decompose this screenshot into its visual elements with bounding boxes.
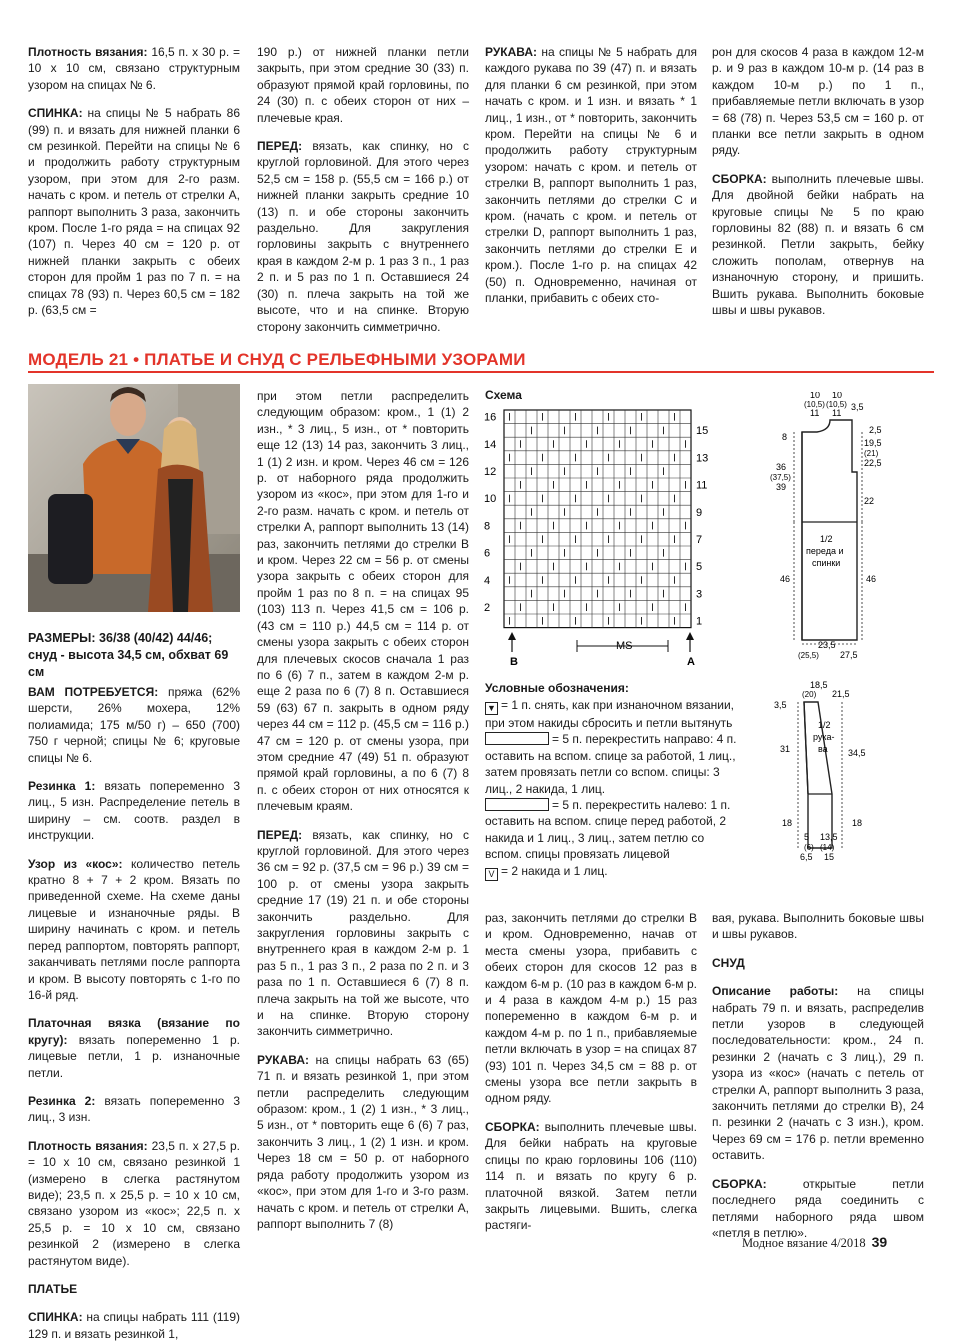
paragraph-text: вязать, как спинку, но с круглой горловиной. Для этого через 52,5 см = 158 р. (55,5 см = 166 р.) от нижней планки закрыть средние 10 (13) п. и обе стороны закончить раздельно. Для закругления горловины закрыть с внутреннего края в каждом 2-м р. 1 раз 3 п., 1 раз 2 п. и 5 раз по 1 п. Оставшиеся 24 (30) п. плеча закрыть на той же высоте, что и на спинке. Вторую сторону закончить симметрично. xyxy=(257,139,469,334)
ms-label: MS xyxy=(616,640,633,652)
paragraph xyxy=(712,171,924,319)
legend-item-double-yo: V = 2 накида и 1 лиц. xyxy=(485,863,743,881)
body-bottom-3: 27,5 xyxy=(840,650,858,660)
body-right-195-2: (21) xyxy=(864,449,879,458)
paragraph-heading: ПЕРЕД: xyxy=(257,827,303,842)
paragraph-text: количество петель кратно 8 + 7 + 2 кром. Вязать по приведенной схеме. На схеме даны лицевые и изнаночные ряды. В ширину начинать с кром. и петель перед раппортом, повторять раппорт, заканчивать петлями после раппорта и кром. В высоту повторять с 1-го по 16-й ряд. xyxy=(28,856,240,1002)
paragraph xyxy=(712,910,924,943)
row-label-right: 1 xyxy=(696,615,703,628)
legend-title: Условные обозначения: xyxy=(485,681,629,695)
row-label-left: 6 xyxy=(484,547,491,560)
row-label-right: 9 xyxy=(696,506,703,519)
legend-item-slip: ▼ = 1 п. снять, как при изнаночном вязании, при этом накиды сбросить и петли вытянуть xyxy=(485,698,734,730)
paragraph-text: вязать попеременно 3 лиц., 3 изн. xyxy=(28,1093,240,1125)
row-label-left: 14 xyxy=(484,438,497,451)
body-top-3: 11 xyxy=(810,408,820,418)
sleeve-right-345: 34,5 xyxy=(848,748,866,758)
paragraph xyxy=(28,1281,240,1297)
body-right-195-1: 19,5 xyxy=(864,438,882,448)
body-dim-35: 3,5 xyxy=(851,402,864,412)
paragraph xyxy=(485,1119,697,1234)
slip-stitch-icon: ▼ xyxy=(485,702,498,715)
paragraph-text: выполнить плечевые швы. Для бейки набрать на круговые спицы по краю горловины 106 (110) 114 п. и вязать по кругу 6 р. платочной вязкой. Затем петли закрыть лицевыми. Вшить, слегка растяги- xyxy=(485,1119,697,1233)
model-title: МОДЕЛЬ 21 • ПЛАТЬЕ И СНУД С РЕЛЬЕФНЫМИ УЗОРАМИ xyxy=(28,350,526,369)
paragraph-text: выполнить плечевые швы. Для двойной бейки набрать на круговые спицы № 5 по краю горловины 82 (88) п. и вязать 6 см резинкой. Петли закрыть, бейку сложить пополам, отвернув на изнаночную сторону, и пришить. Вшить рукава. Выполнить боковые швы и швы рукавов. xyxy=(712,171,924,318)
body-left-36-1: 36 xyxy=(776,462,787,472)
top-column-3 xyxy=(485,44,697,307)
paragraph-text: вязать попеременно 1 р. лицевые петли, 1 р. изнаночные петли. xyxy=(28,1032,240,1080)
model-banner xyxy=(28,348,934,374)
paragraph-heading: Резинка 2: xyxy=(28,1093,96,1108)
sleeve-dim-35: 3,5 xyxy=(774,700,787,710)
body-pattern-diagram xyxy=(762,392,932,664)
schema-title: Схема xyxy=(485,388,522,402)
paragraph-text: вязать, как спинку, но с круглой горловиной. Для этого через 36 см = 92 р. (37,5 см = 96 р.) 39 см = 100 р. от смены узора закрыть средние 17 (19) 21 п. и обе стороны закончить раздельно. Для закругления горловины закрыть с внутреннего края в каждом 2-м р. 1 раз 5 п., 1 раз 3 п., 2 раза по 2 п. и 3 раза по 1 п. Оставшиеся 6 (7) 8 п. плеча закрыть на той же высоте, что и на спинке. Вторую сторону закончить симметрично. xyxy=(257,827,469,1039)
paragraph xyxy=(485,44,697,307)
paragraph-text: открытые петли последнего ряда соединить с петлями наборного ряда швом «петля в петлю». xyxy=(712,1176,924,1240)
paragraph-text: вая, рукава. Выполнить боковые швы и швы рукавов. xyxy=(712,911,924,942)
legend-item-cross-left: = 5 п. перекрестить налево: 1 п. оставить на вспом. спице перед работой, 2 накида и 1 лиц., 3 лиц., затем петлю со вспом. спицы провязать лицевой xyxy=(485,798,731,862)
row-label-right: 5 xyxy=(696,561,703,574)
sleeve-center-1: 1/2 xyxy=(818,720,831,730)
paragraph-heading: ВАМ ПОТРЕБУЕТСЯ: xyxy=(28,685,159,699)
body-bottom-1: 23,5 xyxy=(818,640,836,650)
paragraph-heading: СПИНКА: xyxy=(28,1310,83,1325)
row-label-right: 7 xyxy=(696,534,703,546)
magazine-name: Модное вязание 4/2018 xyxy=(742,1236,866,1250)
sleeve-pattern-diagram xyxy=(770,680,930,870)
sleeve-bottom-right-2: (14) xyxy=(820,843,835,852)
paragraph-heading: Резинка 1: xyxy=(28,779,96,794)
body-top-6: 11 xyxy=(832,408,842,418)
body-dim-8: 8 xyxy=(782,432,788,442)
paragraph-heading: Плотность вязания: xyxy=(28,45,148,59)
paragraph-heading: СБОРКА: xyxy=(712,1176,767,1191)
row-label-right: 13 xyxy=(696,452,709,465)
paragraph xyxy=(485,910,697,1107)
model-photo xyxy=(28,384,240,612)
banner-rule xyxy=(28,371,934,373)
paragraph-heading: СПИНКА: xyxy=(28,106,83,121)
body-center-3: спинки xyxy=(812,558,841,568)
paragraph xyxy=(712,44,924,159)
paragraph-text: на спицы набрать 79 п. и вязать, распределив петли узоров в следующей последовательности: кром., 24 п. резинки 2 (начать с 3 лиц.), 29 п. узора из «кос» (начать с петель от стрелки А, раппорт выполнить 3 раза, закончить петлями до стрелки В), 24 п. резинки 2 (начать с 3 изн.), кром. Через 69 см = 176 р. петли временно оставить. xyxy=(712,984,925,1163)
paragraph-text: рон для скосов 4 раза в каждом 12-м р. и 9 раз в каждом 10-м р. (14 раз в каждом 10-м р.) по 1 п., прибавляемые петли включать в узор = 68 (78) п. Через 53,5 см = 160 р. от планки все петли закрыть в одном ряду. xyxy=(712,45,924,158)
paragraph-heading: РУКАВА: xyxy=(485,45,538,59)
body-left-36-3: 39 xyxy=(776,482,787,492)
paragraph xyxy=(257,138,469,335)
paragraph-heading: ПЛАТЬЕ xyxy=(28,1282,78,1296)
paragraph xyxy=(28,1015,240,1081)
chart-arrows xyxy=(508,632,695,668)
paragraph xyxy=(28,1138,240,1269)
row-label-right: 11 xyxy=(696,479,708,492)
body-bottom-2: (25,5) xyxy=(798,651,819,660)
paragraph-text: на спицы набрать 111 (119) 129 п. и вязать резинкой 1, xyxy=(28,1310,240,1341)
page-footer xyxy=(742,1234,887,1251)
paragraph-text: на спицы набрать 63 (65) 71 п. и вязать резинкой 1, при этом петли распределить следующим образом: кром., 1 (2) 1 изн., * 3 лиц., 5 изн., от * повторить еще 6 (6) 7 раз, закончить 3 лиц., 1 (2) 1 изн. и кром. Через 18 см = 50 р. от наборного ряда работу продолжить узором из «кос», при этом для 1-го и 3-го разм. начать с кром. и петель от стрелки А, раппорт выполнить 7 (8) xyxy=(257,1052,469,1231)
sleeve-top-3: 21,5 xyxy=(832,689,850,699)
top-column-1 xyxy=(28,44,240,319)
paragraph xyxy=(28,684,240,766)
row-label-left: 10 xyxy=(484,493,497,506)
lower-column-1 xyxy=(28,684,240,1342)
body-top-2: (10,5) xyxy=(804,400,825,409)
paragraph xyxy=(28,1093,240,1126)
top-column-2 xyxy=(257,44,469,335)
body-left-46: 46 xyxy=(780,574,791,584)
body-center-2: переда и xyxy=(806,546,844,556)
paragraph-text: 23,5 п. х 27,5 р. = 10 х 10 см, связано резинкой 1 (измерено в слегка растянутом виде); 23,5 п. х 25,5 р. = 10 х 10 см, связано узором из «кос»; 22,5 п. х 25,5 р. = 10 х 10 см, связано резинкой 2 (измерено в слегка растянутом виде). xyxy=(28,1138,240,1268)
paragraph-text: на спицы № 5 набрать для каждого рукава по 39 (47) п. и вязать для планки 6 см резинкой, при этом начать с кром. и 1 изн. и вязать * 1 лиц., 1 изн., от * повторить, закончить кром. Перейти на спицы № 6 и продолжить работу структурным узором: начать с кром. и петель от стрелки В, раппорт выполнить 1 раз, закончить петлями до стрелки С и кром. (начать с кром. и петель от стрелки D, раппорт выполнить 1 раз, закончить петлями до стрелки Е и кром.). После 1-го р. на спицах 42 (50) п. Одновременно, начиная от планки, прибавить с обеих сто- xyxy=(485,45,697,306)
cross-left-icon xyxy=(485,798,549,811)
row-label-left: 4 xyxy=(484,574,491,587)
row-label-left: 8 xyxy=(484,520,491,533)
paragraph xyxy=(28,1309,240,1342)
sleeve-center-2: рука- xyxy=(813,732,835,742)
row-label-left: 12 xyxy=(484,466,497,478)
paragraph xyxy=(257,827,469,1040)
sleeve-top-1: 18,5 xyxy=(810,680,828,690)
paragraph-text: вязать попеременно 3 лиц., 5 изн. Распределение петель в ширину – см. соотв. раздел в инструкции. xyxy=(28,779,240,843)
paragraph xyxy=(712,983,924,1163)
row-label-right: 3 xyxy=(696,588,703,601)
paragraph xyxy=(28,105,240,318)
row-label-left: 16 xyxy=(484,411,497,424)
paragraph-text: 190 р.) от нижней планки петли закрыть, при этом средние 30 (33) п. образуют прямой край горловины, по 24 (30) п. с обеих сторон от них – плечевые края. xyxy=(257,45,469,125)
body-top-1: 10 xyxy=(810,392,821,400)
paragraph xyxy=(257,44,469,126)
stitch-chart xyxy=(482,404,732,674)
paragraph-heading: Узор из «кос»: xyxy=(28,856,123,871)
paragraph-heading: Плотность вязания: xyxy=(28,1138,148,1153)
body-center-1: 1/2 xyxy=(820,534,833,544)
body-top-4: 10 xyxy=(832,392,843,400)
sleeve-left-31: 31 xyxy=(780,744,791,754)
body-right-195-3: 22,5 xyxy=(864,458,882,468)
paragraph-text: на спицы № 5 набрать 86 (99) п. и вязать для нижней планки 6 см резинкой. Перейти на спицы № 6 и продолжить работу структурным узором, при этом для 2-го разм. начать с кром. и петель от стрелки А, раппорт выполнить 3 раза, закончить кром. После 1-го ряда = на спицах 92 (107) п. Через 40 см = 120 р. от нижней планки закрыть с обеих сторон для пройм 1 раз по 7 п. = на спицах 78 (93) п. Через 60,5 см = 182 р. (63,5 см = xyxy=(28,106,240,318)
body-top-5: (10,5) xyxy=(826,400,847,409)
chart-grid xyxy=(504,410,691,628)
body-dim-25: 2,5 xyxy=(869,425,882,435)
sleeve-right-18: 18 xyxy=(852,818,863,828)
paragraph-heading: РУКАВА: xyxy=(257,1052,310,1067)
cross-right-icon xyxy=(485,732,549,745)
paragraph xyxy=(28,44,240,93)
paragraph xyxy=(28,856,240,1004)
lower-column-3 xyxy=(485,910,697,1234)
paragraph xyxy=(28,778,240,844)
page-number: 39 xyxy=(871,1234,888,1250)
arrow-a-label: A xyxy=(687,656,695,668)
paragraph-text: пряжа (62% шерсти, 26% мохера, 12% полиамида; 175 м/50 г) – 650 (700) 750 г черной; спицы № 6; круговые спицы № 6. xyxy=(28,685,241,765)
paragraph-heading: Описание работы: xyxy=(712,984,839,999)
sizes-heading: РАЗМЕРЫ: 36/38 (40/42) 44/46; снуд - высота 34,5 см, обхват 69 см xyxy=(28,631,229,679)
paragraph-heading: СНУД xyxy=(712,955,745,970)
sleeve-center-3: ва xyxy=(818,744,828,754)
paragraph xyxy=(712,955,924,971)
sleeve-bottom-right-1: 13,5 xyxy=(820,832,838,842)
sleeve-bottom-right-3: 15 xyxy=(824,852,835,862)
paragraph-text: при этом петли распределить следующим образом: кром., 1 (1) 2 изн., * 3 лиц., 5 изн., от * повторить еще 12 (13) 14 раз, закончить 3 лиц., 1 (1) 2 изн. и кром. Через 46 см = 126 р. от наборного ряда продолжить узором из «кос», при этом для 1-го и 2-го разм. начать с кром. и петель от стрелки А, раппорт выполнить 13 (14) раз, закончить петлями до стрелки В и кром. Через 22 см = 56 р. от смены узора закрыть с обеих сторон для пройм 1 раз по 8 п. = на спицах 95 (103) 113 п. Через 41,5 см = 106 р. (43 см = 110 р.) 44,5 см = 114 р. от смены узора закрыть с обеих сторон для плечевых скосов сначала 1 раз по 6 (6) 7 п., затем в каждом 2-м р. еще 2 раза по 6 (7) 8 п. Оставшиеся 59 (63) 67 п. закрыть в одном ряду через 44 см = 112 р. (45,5 см = 116 р.) 47 см = 120 р. от смены узора, при этом средние 47 (49) 51 п. образуют прямой край горловины, а по 6 (7) 8 п. с обеих сторон от них относятся к плечевым краям. xyxy=(257,389,469,814)
lower-column-2 xyxy=(257,388,469,1232)
paragraph-text: раз, закончить петлями до стрелки В и кром. Одновременно, начав от места смены узора, прибавить с обеих сторон для скосов 12 раз в каждом 6-м р. (10 раз в каждом 6-м р. и 4 раза в каждом 4-м р.) 15 раз попеременно в каждом 6-м р. и каждом 4-м р. по 1 п., прибавляемые петли включать в узор = на спицах 87 (93) 101 п. Через 34,5 см = 88 р. от смены узора все петли закрыть в одном ряду. xyxy=(485,911,697,1106)
row-label-right: 15 xyxy=(696,425,709,438)
arrow-b-label: B xyxy=(510,656,518,668)
sleeve-left-18: 18 xyxy=(782,818,793,828)
sleeve-bottom-left-1: 5 xyxy=(804,832,810,842)
sleeve-top-2: (20) xyxy=(802,690,817,699)
paragraph-heading: СБОРКА: xyxy=(712,171,767,186)
body-right-22: 22 xyxy=(864,496,875,506)
paragraph xyxy=(712,1176,924,1242)
paragraph-text: 16,5 п. х 30 р. = 10 х 10 см, связано структурным узором на спицах № 6. xyxy=(28,45,240,92)
legend-item-cross-right: = 5 п. перекрестить направо: 4 п. оставить на вспом. спице за работой, 1 лиц., затем провязать петли со вспом. спицы: 3 лиц., 2 накида, 1 лиц. xyxy=(485,732,737,796)
paragraph-heading: Платочная вязка (вязание по кругу): xyxy=(28,1016,240,1047)
row-label-left: 2 xyxy=(484,602,491,614)
legend xyxy=(485,697,743,881)
paragraph xyxy=(257,388,469,815)
sleeve-bottom-left-3: 6,5 xyxy=(800,852,813,862)
paragraph xyxy=(257,1052,469,1232)
body-left-36-2: (37,5) xyxy=(770,473,791,482)
double-yarn-over-icon: V xyxy=(485,868,498,881)
top-column-4 xyxy=(712,44,924,319)
sleeve-bottom-left-2: (6) xyxy=(804,843,814,852)
lower-column-4 xyxy=(712,910,924,1241)
paragraph-heading: СБОРКА: xyxy=(485,1119,540,1134)
paragraph-heading: ПЕРЕД: xyxy=(257,139,303,154)
body-right-46: 46 xyxy=(866,574,877,584)
